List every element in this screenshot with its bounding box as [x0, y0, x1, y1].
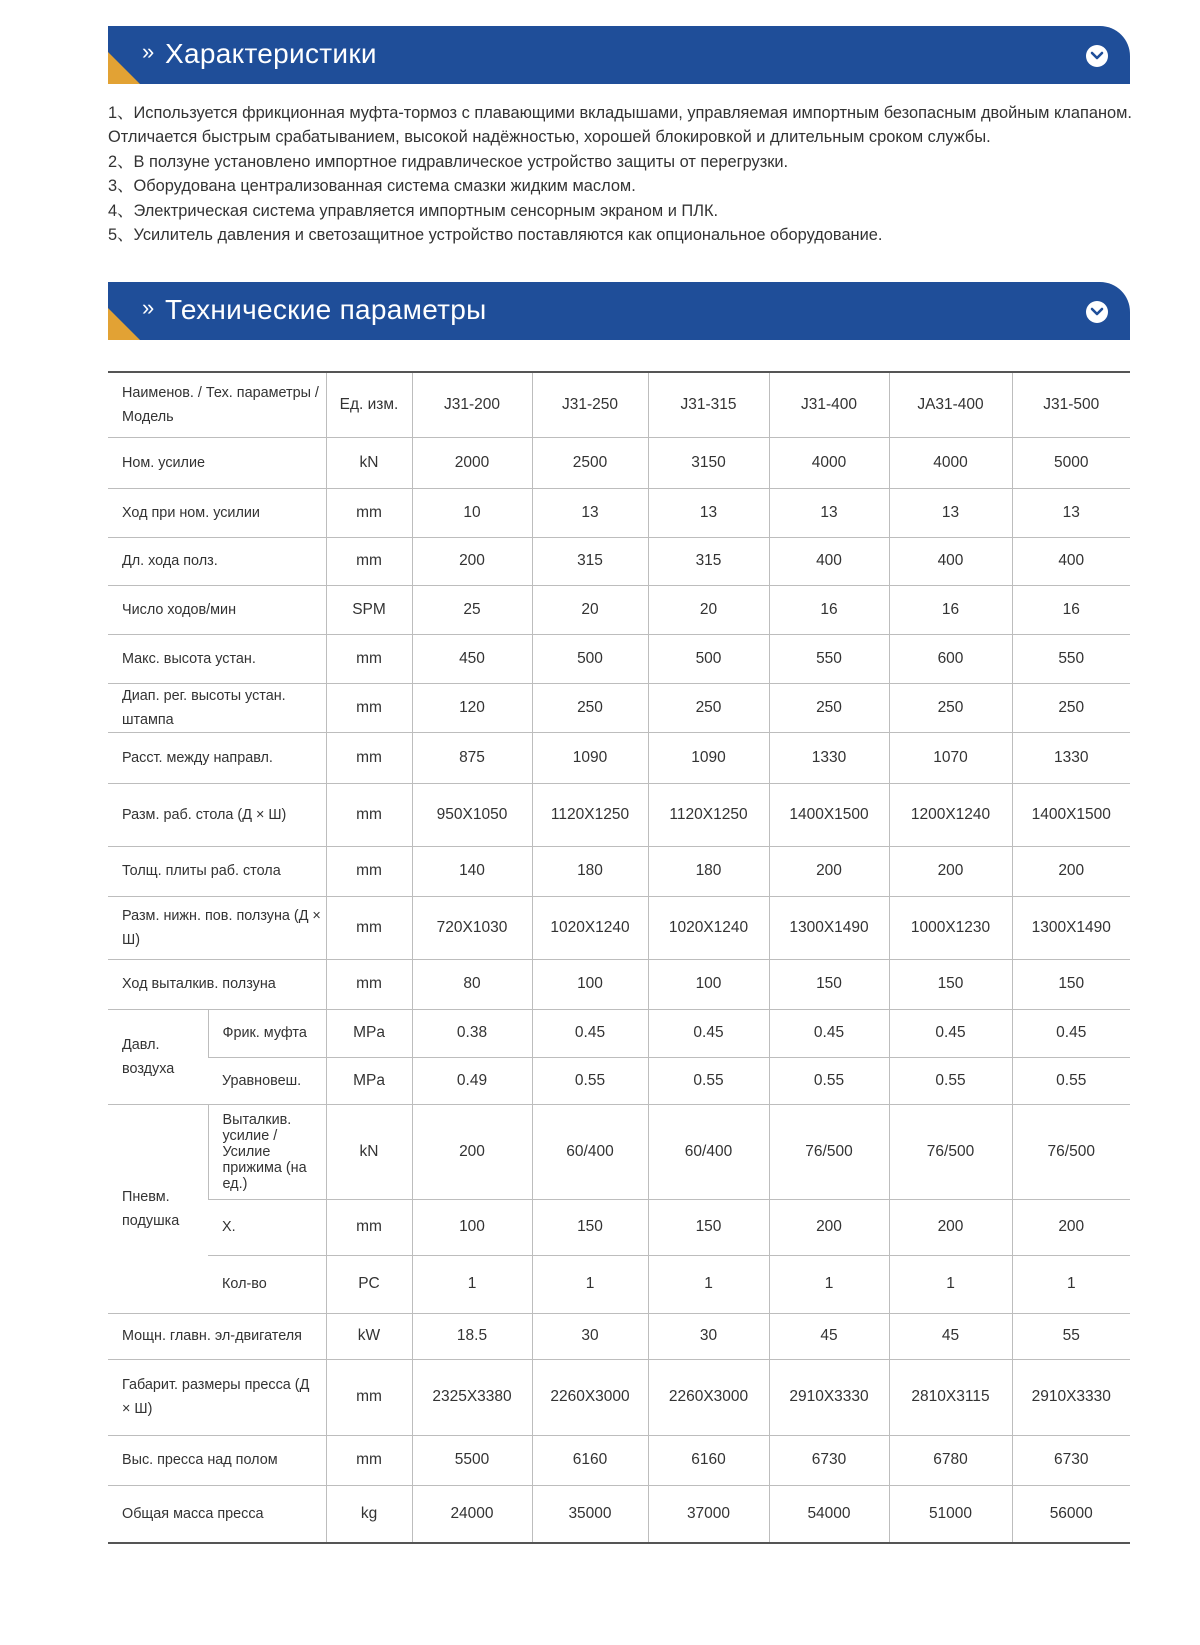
row-unit: mm: [326, 634, 412, 683]
cell-value: 13: [648, 488, 769, 537]
table-row: [108, 959, 1130, 1009]
row-label: Разм. нижн. пов. ползуна (Д × Ш): [108, 896, 326, 959]
row-label: Макс. высота устан.: [108, 634, 326, 683]
cell-value: 37000: [648, 1485, 769, 1543]
group-label: Пневм. подушка: [108, 1104, 208, 1313]
table-row: [108, 1199, 1130, 1255]
cell-value: 10: [412, 488, 532, 537]
table-row: [108, 1255, 1130, 1313]
header-label: Наименов. / Тех. параметры / Модель: [122, 384, 319, 425]
cell-value: 2260X3000: [648, 1359, 769, 1435]
row-unit: kN: [326, 1104, 412, 1199]
header-unit: Ед. изм.: [326, 372, 412, 437]
cell-value: 200: [889, 846, 1012, 896]
cell-value: 100: [648, 959, 769, 1009]
cell-value: 150: [648, 1199, 769, 1255]
cell-value: 6780: [889, 1435, 1012, 1485]
cell-value: 1090: [532, 732, 648, 783]
chevron-down-circle-icon[interactable]: [1086, 301, 1108, 323]
cell-value: 1330: [1012, 732, 1130, 783]
model-name: J31-200: [412, 372, 532, 437]
sub-label: X.: [208, 1199, 326, 1255]
table-row: [108, 846, 1130, 896]
cell-value: 150: [889, 959, 1012, 1009]
row-unit: mm: [326, 1199, 412, 1255]
table-header-row: [108, 372, 1130, 437]
cell-value: 13: [1012, 488, 1130, 537]
cell-value: 550: [1012, 634, 1130, 683]
cell-value: 0.49: [412, 1057, 532, 1104]
cell-value: 76/500: [889, 1104, 1012, 1199]
cell-value: 200: [412, 537, 532, 585]
cell-value: 1: [648, 1255, 769, 1313]
sub-label: Уравновеш.: [208, 1057, 326, 1104]
cell-value: 875: [412, 732, 532, 783]
cell-value: 250: [648, 683, 769, 732]
cell-value: 6160: [648, 1435, 769, 1485]
group-label: Давл. воздуха: [108, 1009, 208, 1104]
cell-value: 550: [769, 634, 889, 683]
cell-value: 45: [889, 1313, 1012, 1359]
feature-item: 3、Оборудована централизованная система смазки жидким маслом.: [108, 177, 636, 196]
cell-value: 0.55: [1012, 1057, 1130, 1104]
cell-value: 5500: [412, 1435, 532, 1485]
cell-value: 0.45: [1012, 1009, 1130, 1057]
row-unit: mm: [326, 783, 412, 846]
cell-value: 1: [769, 1255, 889, 1313]
cell-value: 51000: [889, 1485, 1012, 1543]
row-unit: mm: [326, 488, 412, 537]
table-row: [108, 783, 1130, 846]
cell-value: 16: [889, 585, 1012, 634]
table-row: [108, 1009, 1130, 1057]
cell-value: 200: [769, 846, 889, 896]
table-row: [108, 537, 1130, 585]
table-row: [108, 1104, 1130, 1199]
row-unit: MPa: [326, 1009, 412, 1057]
cell-value: 30: [532, 1313, 648, 1359]
cell-value: 1000X1230: [889, 896, 1012, 959]
row-unit: mm: [326, 732, 412, 783]
cell-value: 5000: [1012, 437, 1130, 488]
cell-value: 200: [769, 1199, 889, 1255]
cell-value: 250: [889, 683, 1012, 732]
table-row: [108, 488, 1130, 537]
cell-value: 250: [532, 683, 648, 732]
cell-value: 24000: [412, 1485, 532, 1543]
table-row: [108, 1359, 1130, 1435]
row-label: Общая масса пресса: [108, 1485, 326, 1543]
row-label: Число ходов/мин: [108, 585, 326, 634]
table-row: [108, 634, 1130, 683]
cell-value: 1: [1012, 1255, 1130, 1313]
features-list: [108, 101, 1133, 247]
cell-value: 20: [648, 585, 769, 634]
cell-value: 80: [412, 959, 532, 1009]
sub-label: Выталкив. усилие / Усилие прижима (на ед.): [208, 1104, 326, 1199]
cell-value: 450: [412, 634, 532, 683]
row-unit: mm: [326, 537, 412, 585]
row-label: Габарит. размеры пресса (Д × Ш): [108, 1359, 326, 1435]
feature-item: 1、Используется фрикционная муфта-тормоз с плавающими вкладышами, управляемая импортным безопасным двойным клапаном. Отличается быстрым срабатыванием, высокой надёжностью, хорошей блокировкой и длительным сроком службы.: [108, 104, 1132, 147]
cell-value: 76/500: [1012, 1104, 1130, 1199]
table-row: [108, 1057, 1130, 1104]
cell-value: 1: [412, 1255, 532, 1313]
cell-value: 2910X3330: [1012, 1359, 1130, 1435]
cell-value: 1400X1500: [769, 783, 889, 846]
cell-value: 6160: [532, 1435, 648, 1485]
model-name: J31-400: [769, 372, 889, 437]
cell-value: 500: [648, 634, 769, 683]
cell-value: 16: [769, 585, 889, 634]
cell-value: 1090: [648, 732, 769, 783]
cell-value: 150: [532, 1199, 648, 1255]
cell-value: 500: [532, 634, 648, 683]
cell-value: 0.55: [648, 1057, 769, 1104]
chevron-right-icon: »: [142, 39, 153, 64]
cell-value: 2325X3380: [412, 1359, 532, 1435]
row-unit: SPM: [326, 585, 412, 634]
cell-value: 140: [412, 846, 532, 896]
cell-value: 20: [532, 585, 648, 634]
cell-value: 25: [412, 585, 532, 634]
row-label: Ход при ном. усилии: [108, 488, 326, 537]
cell-value: 16: [1012, 585, 1130, 634]
cell-value: 76/500: [769, 1104, 889, 1199]
corner-accent: [108, 52, 140, 84]
row-label: Ход выталкив. ползуна: [108, 959, 326, 1009]
cell-value: 1: [889, 1255, 1012, 1313]
cell-value: 1400X1500: [1012, 783, 1130, 846]
table-row: [108, 732, 1130, 783]
cell-value: 0.55: [532, 1057, 648, 1104]
model-name: J31-250: [532, 372, 648, 437]
sub-label: Фрик. муфта: [208, 1009, 326, 1057]
cell-value: 400: [889, 537, 1012, 585]
cell-value: 950X1050: [412, 783, 532, 846]
cell-value: 3150: [648, 437, 769, 488]
cell-value: 0.45: [769, 1009, 889, 1057]
specs-title: Технические параметры: [165, 294, 487, 325]
table-row: [108, 1435, 1130, 1485]
cell-value: 2260X3000: [532, 1359, 648, 1435]
row-unit: kN: [326, 437, 412, 488]
sub-label: Кол-во: [208, 1255, 326, 1313]
cell-value: 180: [532, 846, 648, 896]
cell-value: 1: [532, 1255, 648, 1313]
row-label: Мощн. главн. эл-двигателя: [108, 1313, 326, 1359]
cell-value: 13: [532, 488, 648, 537]
feature-item: 5、Усилитель давления и светозащитное устройство поставляются как опциональное оборудование.: [108, 226, 883, 245]
row-label: Выс. пресса над полом: [108, 1435, 326, 1485]
cell-value: 100: [412, 1199, 532, 1255]
cell-value: 30: [648, 1313, 769, 1359]
cell-value: 13: [889, 488, 1012, 537]
row-unit: mm: [326, 683, 412, 732]
row-unit: PC: [326, 1255, 412, 1313]
cell-value: 60/400: [648, 1104, 769, 1199]
row-unit: mm: [326, 1359, 412, 1435]
table-row: [108, 896, 1130, 959]
table-row: [108, 1313, 1130, 1359]
cell-value: 1120X1250: [532, 783, 648, 846]
cell-value: 100: [532, 959, 648, 1009]
cell-value: 0.45: [532, 1009, 648, 1057]
table-row: [108, 683, 1130, 732]
cell-value: 720X1030: [412, 896, 532, 959]
corner-accent: [108, 308, 140, 340]
table-row: [108, 437, 1130, 488]
cell-value: 6730: [769, 1435, 889, 1485]
cell-value: 45: [769, 1313, 889, 1359]
cell-value: 180: [648, 846, 769, 896]
cell-value: 250: [769, 683, 889, 732]
cell-value: 1120X1250: [648, 783, 769, 846]
cell-value: 1070: [889, 732, 1012, 783]
cell-value: 315: [532, 537, 648, 585]
chevron-right-icon: »: [142, 295, 153, 320]
model-name: J31-500: [1012, 372, 1130, 437]
row-unit: kW: [326, 1313, 412, 1359]
cell-value: 18.5: [412, 1313, 532, 1359]
cell-value: 2910X3330: [769, 1359, 889, 1435]
cell-value: 56000: [1012, 1485, 1130, 1543]
features-section-header[interactable]: [108, 26, 1130, 84]
cell-value: 150: [769, 959, 889, 1009]
cell-value: 400: [769, 537, 889, 585]
specs-section-header[interactable]: [108, 282, 1130, 340]
model-name: J31-315: [648, 372, 769, 437]
cell-value: 0.55: [769, 1057, 889, 1104]
cell-value: 150: [1012, 959, 1130, 1009]
cell-value: 600: [889, 634, 1012, 683]
row-label: Ном. усилие: [108, 437, 326, 488]
cell-value: 1300X1490: [769, 896, 889, 959]
row-unit: mm: [326, 846, 412, 896]
cell-value: 0.38: [412, 1009, 532, 1057]
row-label: Расст. между направл.: [108, 732, 326, 783]
cell-value: 200: [889, 1199, 1012, 1255]
row-label: Разм. раб. стола (Д × Ш): [108, 783, 326, 846]
cell-value: 0.55: [889, 1057, 1012, 1104]
row-unit: mm: [326, 896, 412, 959]
cell-value: 315: [648, 537, 769, 585]
cell-value: 1020X1240: [532, 896, 648, 959]
row-label: Дл. хода полз.: [108, 537, 326, 585]
cell-value: 55: [1012, 1313, 1130, 1359]
cell-value: 0.45: [889, 1009, 1012, 1057]
cell-value: 0.45: [648, 1009, 769, 1057]
cell-value: 60/400: [532, 1104, 648, 1199]
cell-value: 6730: [1012, 1435, 1130, 1485]
table-row: [108, 585, 1130, 634]
row-label: Диап. рег. высоты устан. штампа: [108, 683, 326, 732]
cell-value: 1330: [769, 732, 889, 783]
model-name: JA31-400: [889, 372, 1012, 437]
cell-value: 250: [1012, 683, 1130, 732]
cell-value: 1200X1240: [889, 783, 1012, 846]
cell-value: 4000: [889, 437, 1012, 488]
feature-item: 4、Электрическая система управляется импортным сенсорным экраном и ПЛК.: [108, 201, 719, 220]
row-unit: mm: [326, 959, 412, 1009]
cell-value: 2810X3115: [889, 1359, 1012, 1435]
cell-value: 54000: [769, 1485, 889, 1543]
cell-value: 200: [412, 1104, 532, 1199]
cell-value: 1020X1240: [648, 896, 769, 959]
cell-value: 35000: [532, 1485, 648, 1543]
row-label: Толщ. плиты раб. стола: [108, 846, 326, 896]
cell-value: 1300X1490: [1012, 896, 1130, 959]
row-unit: kg: [326, 1485, 412, 1543]
cell-value: 2500: [532, 437, 648, 488]
cell-value: 120: [412, 683, 532, 732]
features-title: Характеристики: [165, 38, 377, 69]
table-row: [108, 1485, 1130, 1543]
cell-value: 13: [769, 488, 889, 537]
cell-value: 200: [1012, 846, 1130, 896]
cell-value: 4000: [769, 437, 889, 488]
chevron-down-circle-icon[interactable]: [1086, 45, 1108, 67]
cell-value: 200: [1012, 1199, 1130, 1255]
row-unit: mm: [326, 1435, 412, 1485]
cell-value: 400: [1012, 537, 1130, 585]
spec-table: [108, 371, 1130, 1544]
row-unit: MPa: [326, 1057, 412, 1104]
feature-item: 2、В ползуне установлено импортное гидравлическое устройство защиты от перегрузки.: [108, 152, 789, 171]
cell-value: 2000: [412, 437, 532, 488]
